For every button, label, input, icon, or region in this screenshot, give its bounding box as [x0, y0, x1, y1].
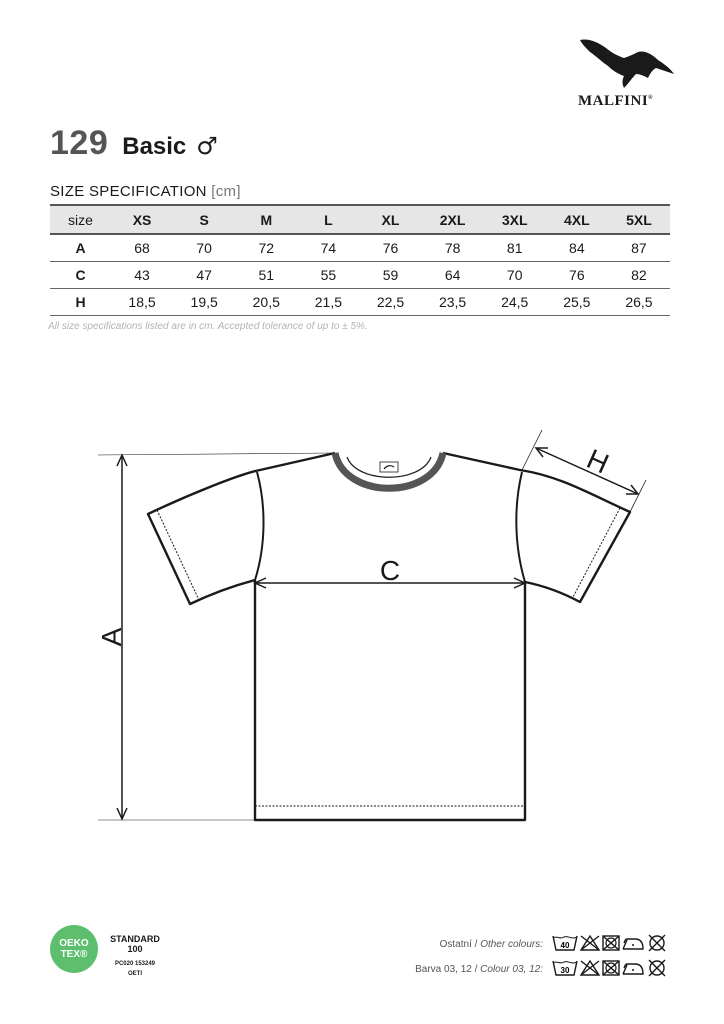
- size-header: XS: [111, 205, 173, 234]
- dimension-h-extension-2: [630, 480, 646, 512]
- size-header: 4XL: [546, 205, 608, 234]
- table-cell: 24,5: [484, 289, 546, 316]
- dimension-a-extension-top: [98, 453, 335, 455]
- table-cell: 82: [608, 262, 670, 289]
- right-sleeve-seam: [516, 472, 525, 582]
- svg-text:40: 40: [560, 941, 570, 950]
- tolerance-note: All size specifications listed are in cm. Accepted tolerance of up to ± 5%.: [48, 321, 368, 332]
- other-colours-label: Ostatní / Other colours:: [439, 939, 543, 950]
- iron-icon: [623, 964, 643, 974]
- table-cell: 20,5: [235, 289, 297, 316]
- oeko-standard: [104, 934, 166, 954]
- table-cell: 87: [608, 234, 670, 262]
- oeko-tex-info: [104, 934, 166, 979]
- oeko-tex-logo: [50, 925, 98, 973]
- oeko-institute: OETI: [127, 971, 142, 977]
- left-sleeve-hem: [157, 510, 199, 600]
- neck-label: [380, 462, 398, 472]
- left-sleeve-seam: [255, 472, 264, 580]
- spec-unit: [cm]: [211, 183, 241, 200]
- size-header: S: [173, 205, 235, 234]
- spec-title: SIZE SPECIFICATION: [50, 183, 207, 200]
- table-cell: 68: [111, 234, 173, 262]
- oeko-number: PC020 153249: [114, 961, 156, 967]
- colour-codes-label: Barva 03, 12 / Colour 03, 12:: [415, 964, 543, 975]
- table-cell: 19,5: [173, 289, 235, 316]
- size-header: 5XL: [608, 205, 670, 234]
- oeko-standard-line1: STANDARD: [110, 934, 160, 944]
- svg-text:30: 30: [560, 966, 570, 975]
- no-bleach-icon: [581, 936, 599, 950]
- table-cell: 51: [235, 262, 297, 289]
- care-symbols-other: [551, 933, 681, 953]
- table-cell: 72: [235, 234, 297, 262]
- no-dry-clean-icon: [649, 935, 665, 951]
- table-cell: 18,5: [111, 289, 173, 316]
- table-cell: 23,5: [422, 289, 484, 316]
- table-cell: 43: [111, 262, 173, 289]
- size-header: 2XL: [422, 205, 484, 234]
- table-cell: 76: [359, 234, 421, 262]
- dimension-c-label: C: [379, 555, 401, 586]
- table-cell: 70: [173, 234, 235, 262]
- row-label: H: [50, 289, 111, 316]
- no-dry-clean-icon: [649, 960, 665, 976]
- table-cell: 70: [484, 262, 546, 289]
- oeko-line2: TEX®: [60, 949, 88, 960]
- no-bleach-icon: [581, 961, 599, 975]
- table-cell: 22,5: [359, 289, 421, 316]
- table-cell: 21,5: [297, 289, 359, 316]
- table-cell: 81: [484, 234, 546, 262]
- brand-name: MALFINI®: [578, 93, 654, 109]
- care-symbols-colour: [551, 958, 681, 978]
- dimension-a-label: A: [96, 627, 127, 647]
- size-header: 3XL: [484, 205, 546, 234]
- table-cell: 78: [422, 234, 484, 262]
- tshirt-outline: [148, 453, 630, 820]
- model-name: Basic: [122, 133, 187, 160]
- model-number: 129: [50, 124, 109, 162]
- iron-icon: [623, 939, 643, 949]
- right-sleeve-hem: [572, 508, 620, 599]
- table-cell: 26,5: [608, 289, 670, 316]
- table-cell: 55: [297, 262, 359, 289]
- table-header-label: size: [50, 205, 111, 234]
- size-header: M: [235, 205, 297, 234]
- wash-icon: [553, 936, 577, 950]
- row-label: C: [50, 262, 111, 289]
- table-cell: 25,5: [546, 289, 608, 316]
- oeko-standard-line2: 100: [127, 944, 143, 954]
- wash-icon: [553, 961, 577, 975]
- table-cell: 76: [546, 262, 608, 289]
- size-header: XL: [359, 205, 421, 234]
- male-icon: ♂: [196, 132, 218, 160]
- oeko-line1: OEKO: [59, 938, 89, 949]
- row-label: A: [50, 234, 111, 262]
- no-tumble-dry-icon: [603, 936, 619, 950]
- table-cell: 64: [422, 262, 484, 289]
- table-cell: 47: [173, 262, 235, 289]
- size-header: L: [297, 205, 359, 234]
- table-cell: 84: [546, 234, 608, 262]
- table-cell: 59: [359, 262, 421, 289]
- table-cell: 74: [297, 234, 359, 262]
- no-tumble-dry-icon: [603, 961, 619, 975]
- dimension-h-label: H: [582, 443, 614, 480]
